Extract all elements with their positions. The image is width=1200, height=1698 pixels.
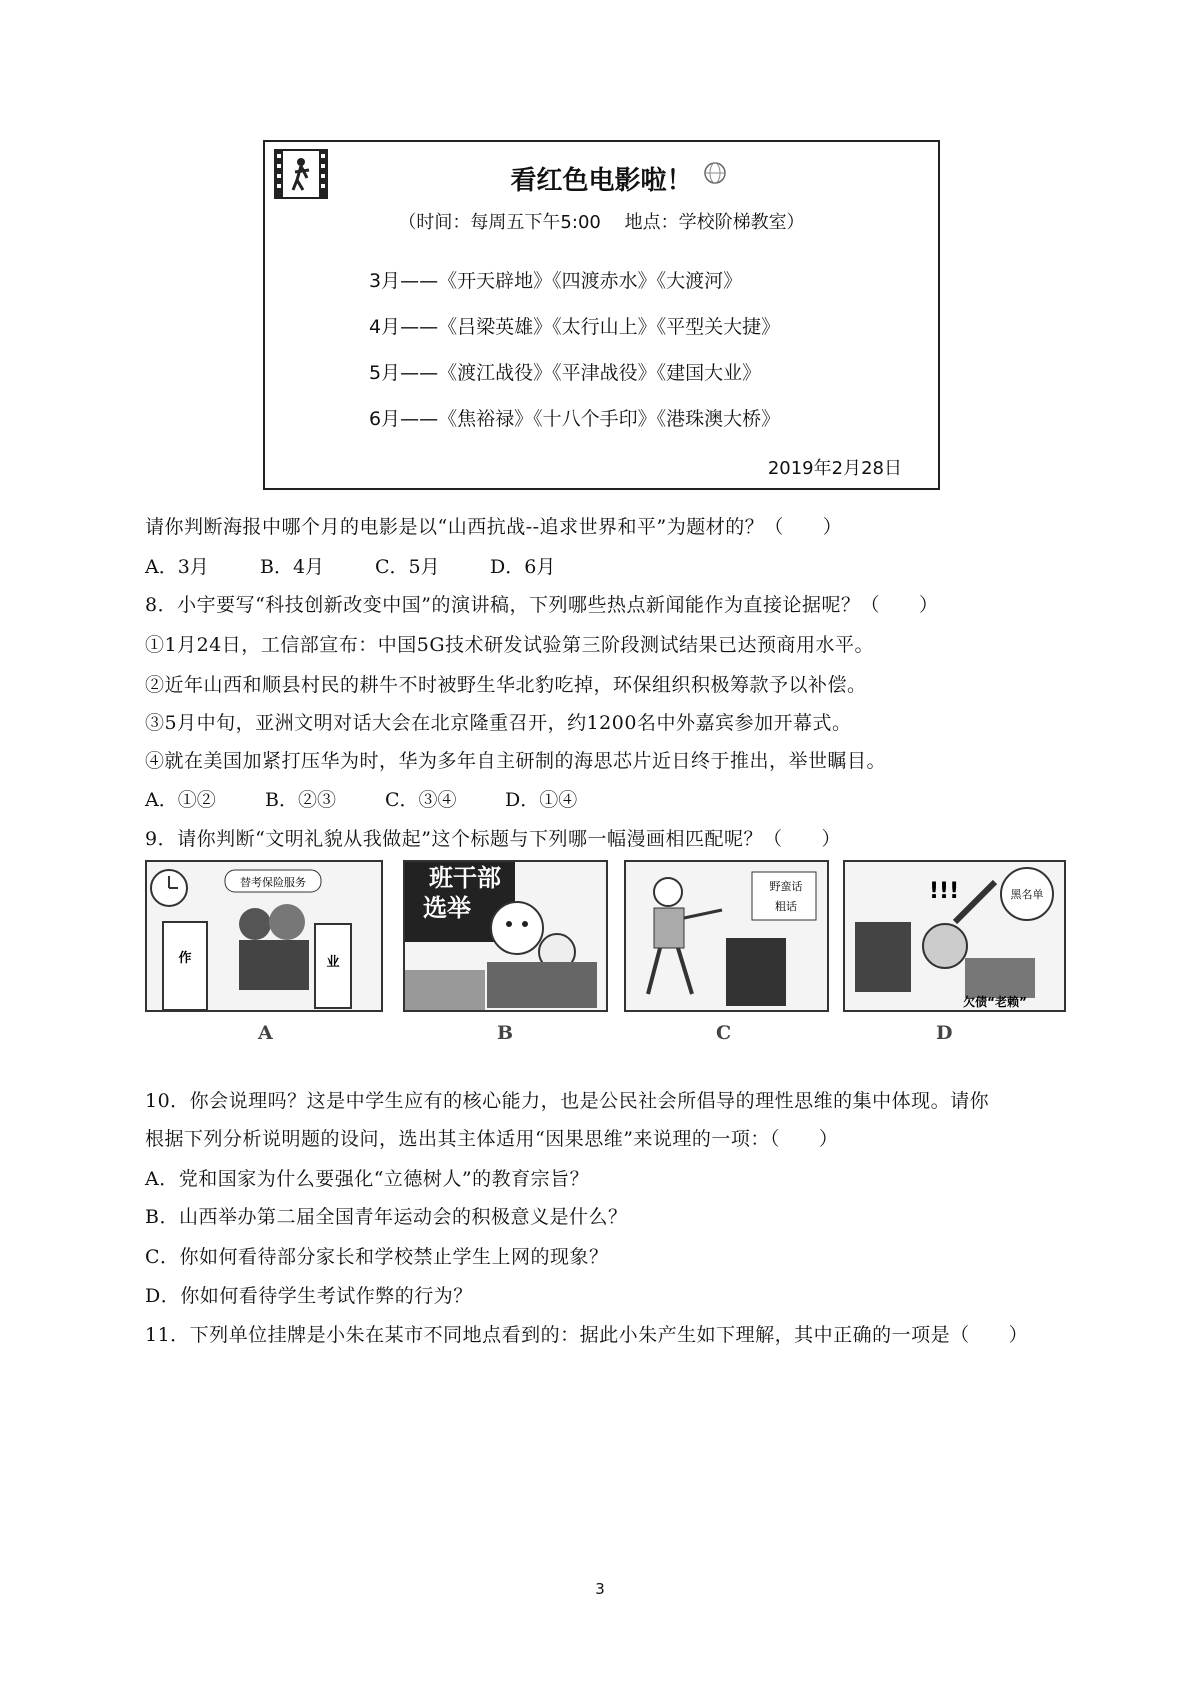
poster-row-march [369, 266, 742, 293]
q8-stem: 8．小宇要写“科技创新改变中国”的演讲稿，下列哪些热点新闻能作为直接论据呢？（ ） [145, 594, 939, 616]
q10-stem-line1: 10．你会说理吗？这是中学生应有的核心能力，也是公民社会所倡导的理性思维的集中体现。请你 [145, 1090, 990, 1112]
row-films: 《开天辟地》《四渡赤水》《大渡河》 [438, 270, 743, 292]
row-month: 6月—— [369, 408, 439, 430]
row-films: 《渡江战役》《平津战役》《建国大业》 [438, 362, 762, 384]
cartoon-c-text-2: 粗话 [775, 900, 797, 913]
poster-row-may [369, 358, 761, 385]
cartoon-d-seal: 黑名单 [1010, 888, 1044, 901]
poster-title: 看红色电影啦！ [510, 166, 693, 196]
q7-stem: 请你判断海报中哪个月的电影是以“山西抗战--追求世界和平”为题材的？（ ） [145, 516, 843, 538]
q10-stem-line2: 根据下列分析说明题的设问，选出其主体适用“因果思维”来说理的一项：（ ） [145, 1128, 839, 1150]
option-a: A．①② [145, 789, 216, 811]
option-b: B．②③ [265, 789, 336, 811]
option-d: D．①④ [505, 789, 578, 811]
cartoon-label-a: A [258, 1022, 273, 1044]
cartoon-d [843, 860, 1066, 1012]
poster-subtitle: （时间：每周五下午5:00 地点：学校阶梯教室） [398, 212, 805, 233]
row-month: 4月—— [369, 316, 439, 338]
q8-item: ④就在美国加紧打压华为时，华为多年自主研制的海思芯片近日终于推出，举世瞩目。 [145, 750, 887, 772]
option-a: A．3月 [145, 556, 209, 578]
option-c: C．③④ [385, 789, 457, 811]
q7-options [145, 552, 845, 582]
cartoon-label-b: B [497, 1022, 514, 1044]
cartoon-a [145, 860, 383, 1012]
q8-item: ②近年山西和顺县村民的耕牛不时被野生华北豹吃掉，环保组织积极筹款予以补偿。 [145, 674, 867, 696]
row-films: 《焦裕禄》《十八个手印》《港珠澳大桥》 [438, 408, 781, 430]
q10-option-c: C．你如何看待部分家长和学校禁止学生上网的现象？ [145, 1246, 609, 1268]
cartoon-c-text-1: 野蛮话 [769, 880, 803, 893]
q8-item: ①1月24日，工信部宣布：中国5G技术研发试验第三阶段测试结果已达预商用水平。 [145, 634, 875, 656]
row-month: 5月—— [369, 362, 439, 384]
option-c: C．5月 [375, 556, 440, 578]
q10-option-d: D．你如何看待学生考试作弊的行为？ [145, 1285, 473, 1307]
cartoon-label-d: D [936, 1022, 953, 1044]
cartoon-a-left-text: 作 [178, 951, 192, 966]
q9-stem: 9．请你判断“文明礼貌从我做起”这个标题与下列哪一幅漫画相匹配呢？（ ） [145, 828, 842, 850]
cartoon-b-drawing [405, 862, 606, 1010]
row-month: 3月—— [369, 270, 439, 292]
cartoon-a-drawing [147, 862, 381, 1010]
q10-option-a: A．党和国家为什么要强化“立德树人”的教育宗旨？ [145, 1168, 590, 1190]
q11-stem: 11．下列单位挂牌是小朱在某市不同地点看到的：据此小朱产生如下理解，其中正确的一项是（ ） [145, 1324, 1029, 1346]
film-poster [263, 140, 940, 490]
cartoon-d-drawing [845, 862, 1064, 1010]
q8-options [145, 785, 845, 815]
cartoon-b [403, 860, 608, 1012]
row-films: 《吕梁英雄》《太行山上》《平型关大捷》 [438, 316, 781, 338]
q10-option-b: B．山西举办第二届全国青年运动会的积极意义是什么？ [145, 1206, 628, 1228]
cartoon-d-caption: 欠债“老赖” [963, 995, 1027, 1009]
option-b: B．4月 [260, 556, 325, 578]
option-d: D．6月 [490, 556, 556, 578]
cartoon-label-c: C [716, 1022, 732, 1044]
cartoon-c-drawing [626, 862, 827, 1010]
cartoon-c [624, 860, 829, 1012]
cartoon-a-right-text: 业 [326, 955, 340, 970]
cartoon-a-sign: 替考保险服务 [240, 876, 306, 889]
cartoon-b-board-line1: 班干部 [429, 864, 501, 892]
cartoon-d-exclaim: !!! [929, 879, 960, 904]
cartoon-b-board-line2: 选举 [423, 894, 471, 922]
globe-icon [702, 160, 728, 186]
poster-date: 2019年2月28日 [767, 458, 902, 479]
page-number: 3 [595, 1580, 605, 1598]
poster-row-april [369, 312, 780, 339]
q8-item: ③5月中旬，亚洲文明对话大会在北京隆重召开，约1200名中外嘉宾参加开幕式。 [145, 712, 852, 734]
poster-row-june [369, 404, 780, 431]
